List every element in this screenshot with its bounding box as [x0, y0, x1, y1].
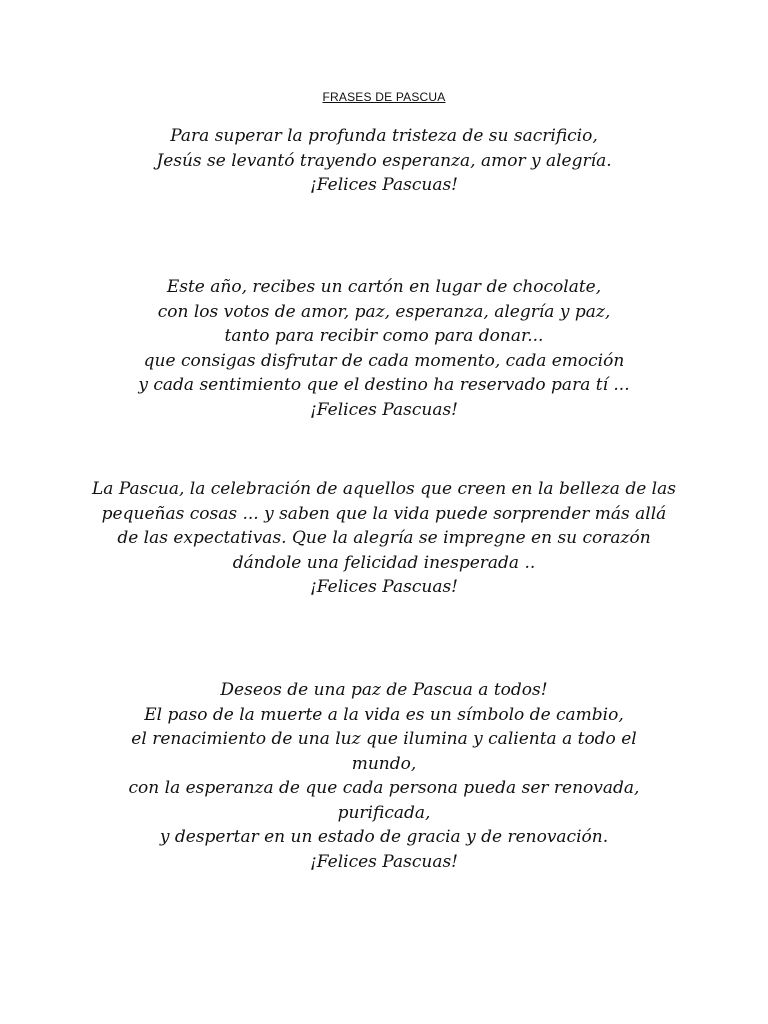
stanza-4 [90, 678, 678, 874]
stanza-line: dándole una felicidad inesperada .. [232, 552, 536, 573]
stanza-line: que consigas disfrutar de cada momento, cada emoción [143, 350, 625, 371]
stanza-line: mundo, [351, 753, 417, 774]
stanza-line: purificada, [337, 802, 431, 823]
stanza-line: y cada sentimiento que el destino ha reservado para tí ... [138, 375, 630, 395]
stanza-line: Para superar la profunda tristeza de su sacrificio, [170, 126, 598, 146]
stanza-line: ¡Felices Pascuas! [309, 851, 459, 872]
stanza-line: El paso de la muerte a la vida es un símbolo de cambio, [144, 704, 624, 725]
stanza-line: tanto para recibir como para donar... [224, 326, 544, 346]
stanza-line: y despertar en un estado de gracia y de renovación. [159, 827, 609, 847]
stanza-line: Jesús se levantó trayendo esperanza, amor y alegría. [156, 150, 612, 171]
stanza-line: de las expectativas. Que la alegría se impregne en su corazón [117, 528, 651, 548]
stanza-line: Este año, recibes un cartón en lugar de chocolate, [166, 277, 602, 297]
stanza-line: con los votos de amor, paz, esperanza, alegría y paz, [157, 301, 611, 322]
stanza-3 [90, 477, 678, 600]
stanza-line: con la esperanza de que cada persona pueda ser renovada, [128, 778, 640, 798]
stanza-line: La Pascua, la celebración de aquellos que creen en la belleza de las [92, 479, 676, 499]
stanza-1 [90, 124, 678, 198]
stanza-2 [90, 275, 678, 422]
document-title: FRASES DE PASCUA [322, 90, 446, 104]
stanza-line: pequeñas cosas ... y saben que la vida puede sorprender más allá [101, 503, 667, 524]
stanza-line: Deseos de una paz de Pascua a todos! [220, 680, 548, 700]
stanza-line: ¡Felices Pascuas! [309, 175, 459, 195]
stanza-line: ¡Felices Pascuas! [309, 577, 459, 597]
stanza-line: el renacimiento de una luz que ilumina y calienta a todo el [131, 729, 637, 749]
stanza-line: ¡Felices Pascuas! [309, 399, 459, 420]
